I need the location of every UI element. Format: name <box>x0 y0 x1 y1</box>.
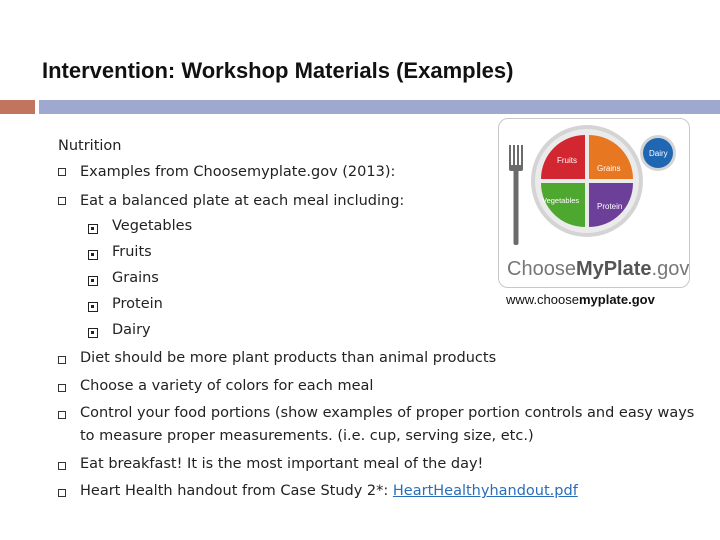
bullet-item-handout <box>80 483 578 499</box>
bullet-icon <box>58 384 66 392</box>
sub-bullet-item: Dairy <box>112 322 151 338</box>
bullet-item: Control your food portions (show examples of proper portion controls and easy ways to measure proper measurements. (i.e. cup, serving size, etc.) <box>80 405 695 444</box>
bullet-item: Eat breakfast! It is the most important meal of the day! <box>80 456 484 472</box>
bullet-item: Diet should be more plant products than animal products <box>80 350 497 366</box>
grains-label: Grains <box>597 164 621 173</box>
myplate-logo: ChooseMyPlate.gov <box>507 258 689 280</box>
fruits-label: Fruits <box>557 156 577 165</box>
bullet-item: Eat a balanced plate at each meal including: <box>80 193 405 209</box>
handout-text: Heart Health handout from Case Study 2*: <box>80 483 393 499</box>
nutrition-heading: Nutrition <box>58 138 122 154</box>
sub-bullet-item: Protein <box>112 296 163 312</box>
myplate-illustration <box>499 119 689 287</box>
dairy-label: Dairy <box>649 149 668 158</box>
myplate-url: www.choosemyplate.gov <box>506 292 655 307</box>
accent-bar-right <box>39 100 720 114</box>
bullet-item: Examples from Choosemyplate.gov (2013): <box>80 164 396 180</box>
sub-bullet-icon <box>88 250 98 260</box>
plate <box>535 129 639 233</box>
slide-title: Intervention: Workshop Materials (Examples) <box>42 58 514 83</box>
sub-bullet-icon <box>88 276 98 286</box>
bullet-icon <box>58 411 66 419</box>
bullet-item: Choose a variety of colors for each meal <box>80 378 374 394</box>
sub-bullet-item: Grains <box>112 270 159 286</box>
accent-bar-left <box>0 100 35 114</box>
bullet-icon <box>58 489 66 497</box>
bullet-icon <box>58 197 66 205</box>
protein-label: Protein <box>597 202 623 211</box>
sub-bullet-icon <box>88 224 98 234</box>
bullet-icon <box>58 462 66 470</box>
sub-bullet-icon <box>88 302 98 312</box>
sub-bullet-item: Vegetables <box>112 218 193 234</box>
bullet-icon <box>58 168 66 176</box>
fork-icon <box>509 145 523 245</box>
sub-bullet-icon <box>88 328 98 338</box>
vegetables-label: Vegetables <box>542 196 580 205</box>
sub-bullet-item: Fruits <box>112 244 152 260</box>
myplate-graphic <box>498 118 690 288</box>
bullet-icon <box>58 356 66 364</box>
handout-link[interactable]: HeartHealthyhandout.pdf <box>392 483 578 499</box>
